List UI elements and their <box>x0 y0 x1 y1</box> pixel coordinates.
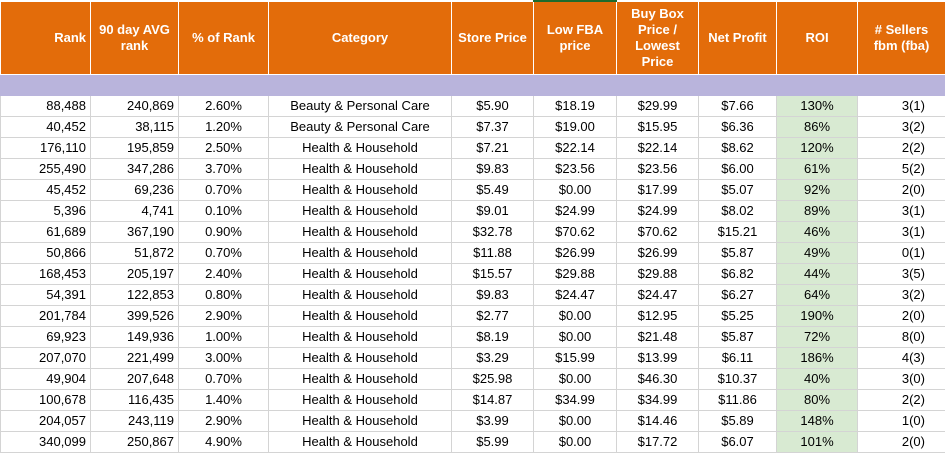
store-price-cell[interactable]: $5.49 <box>452 179 534 200</box>
sellers-cell[interactable]: 2(2) <box>858 389 945 410</box>
category-cell[interactable]: Health & Household <box>269 431 452 452</box>
table-row <box>1 368 945 389</box>
store-price-cell[interactable]: $3.99 <box>452 410 534 431</box>
rank-cell[interactable]: 100,678 <box>1 389 91 410</box>
store-price-cell[interactable]: $9.83 <box>452 158 534 179</box>
buy-box-price-cell[interactable]: $29.88 <box>617 263 699 284</box>
avg-rank-cell[interactable]: 240,869 <box>91 95 179 116</box>
band-cell <box>179 74 269 95</box>
sellers-cell[interactable]: 2(2) <box>858 137 945 158</box>
band-cell <box>452 74 534 95</box>
rank-cell[interactable]: 50,866 <box>1 242 91 263</box>
low-fba-price-cell[interactable]: $15.99 <box>534 347 617 368</box>
low-fba-price-cell[interactable]: $29.88 <box>534 263 617 284</box>
low-fba-price-cell[interactable]: $18.19 <box>534 95 617 116</box>
sellers-cell[interactable]: 2(0) <box>858 179 945 200</box>
rank-cell[interactable]: 5,396 <box>1 200 91 221</box>
avg-rank-cell[interactable]: 38,115 <box>91 116 179 137</box>
roi-cell[interactable]: 190% <box>777 305 858 326</box>
rank-cell[interactable]: 45,452 <box>1 179 91 200</box>
net-profit-cell[interactable]: $6.27 <box>699 284 777 305</box>
category-cell[interactable]: Health & Household <box>269 158 452 179</box>
buy-box-price-cell[interactable]: $34.99 <box>617 389 699 410</box>
roi-cell[interactable]: 61% <box>777 158 858 179</box>
percent-rank-cell[interactable]: 3.70% <box>179 158 269 179</box>
table-row <box>1 410 945 431</box>
avg-rank-cell[interactable]: 207,648 <box>91 368 179 389</box>
sellers-cell[interactable]: 8(0) <box>858 326 945 347</box>
net-profit-cell[interactable]: $6.00 <box>699 158 777 179</box>
buy-box-price-cell[interactable]: $13.99 <box>617 347 699 368</box>
category-cell[interactable]: Health & Household <box>269 347 452 368</box>
avg-rank-cell[interactable]: 367,190 <box>91 221 179 242</box>
table-row <box>1 137 945 158</box>
table-row <box>1 242 945 263</box>
percent-rank-cell[interactable]: 1.40% <box>179 389 269 410</box>
roi-cell[interactable]: 86% <box>777 116 858 137</box>
category-cell[interactable]: Health & Household <box>269 284 452 305</box>
category-cell[interactable]: Health & Household <box>269 389 452 410</box>
rank-cell[interactable]: 204,057 <box>1 410 91 431</box>
sellers-cell[interactable]: 3(0) <box>858 368 945 389</box>
low-fba-price-cell[interactable]: $0.00 <box>534 410 617 431</box>
low-fba-price-cell[interactable]: $23.56 <box>534 158 617 179</box>
rank-cell[interactable]: 88,488 <box>1 95 91 116</box>
rank-cell[interactable]: 40,452 <box>1 116 91 137</box>
store-price-cell[interactable]: $7.37 <box>452 116 534 137</box>
sellers-cell[interactable]: 3(1) <box>858 221 945 242</box>
low-fba-price-cell[interactable]: $26.99 <box>534 242 617 263</box>
store-price-cell[interactable]: $9.01 <box>452 200 534 221</box>
buy-box-price-cell[interactable]: $17.99 <box>617 179 699 200</box>
rank-cell[interactable]: 168,453 <box>1 263 91 284</box>
sellers-cell[interactable]: 2(0) <box>858 305 945 326</box>
roi-cell[interactable]: 89% <box>777 200 858 221</box>
net-profit-cell[interactable]: $8.02 <box>699 200 777 221</box>
net-profit-cell[interactable]: $6.82 <box>699 263 777 284</box>
sellers-cell[interactable]: 3(1) <box>858 200 945 221</box>
low-fba-price-cell[interactable]: $22.14 <box>534 137 617 158</box>
roi-cell[interactable]: 72% <box>777 326 858 347</box>
header-sellers[interactable]: # Sellers fbm (fba) <box>858 1 945 74</box>
roi-cell[interactable]: 44% <box>777 263 858 284</box>
header-store-price[interactable]: Store Price <box>452 1 534 74</box>
store-price-cell[interactable]: $14.87 <box>452 389 534 410</box>
category-cell[interactable]: Health & Household <box>269 242 452 263</box>
buy-box-price-cell[interactable]: $46.30 <box>617 368 699 389</box>
sellers-cell[interactable]: 4(3) <box>858 347 945 368</box>
header-90-day-avg-rank[interactable]: 90 day AVG rank <box>91 1 179 74</box>
avg-rank-cell[interactable]: 4,741 <box>91 200 179 221</box>
band-cell <box>269 74 452 95</box>
percent-rank-cell[interactable]: 2.90% <box>179 410 269 431</box>
roi-cell[interactable]: 80% <box>777 389 858 410</box>
net-profit-cell[interactable]: $6.07 <box>699 431 777 452</box>
category-cell[interactable]: Health & Household <box>269 305 452 326</box>
category-cell[interactable]: Health & Household <box>269 200 452 221</box>
sellers-cell[interactable]: 3(5) <box>858 263 945 284</box>
band-cell <box>699 74 777 95</box>
category-cell[interactable]: Health & Household <box>269 137 452 158</box>
percent-rank-cell[interactable]: 0.70% <box>179 368 269 389</box>
header-row <box>1 1 945 74</box>
header-low-fba-price[interactable]: Low FBA price <box>534 1 617 74</box>
net-profit-cell[interactable]: $7.66 <box>699 95 777 116</box>
buy-box-price-cell[interactable]: $14.46 <box>617 410 699 431</box>
roi-cell[interactable]: 120% <box>777 137 858 158</box>
sellers-cell[interactable]: 3(2) <box>858 116 945 137</box>
band-cell <box>91 74 179 95</box>
store-price-cell[interactable]: $2.77 <box>452 305 534 326</box>
net-profit-cell[interactable]: $6.11 <box>699 347 777 368</box>
percent-rank-cell[interactable]: 0.80% <box>179 284 269 305</box>
roi-cell[interactable]: 130% <box>777 95 858 116</box>
header-roi[interactable]: ROI <box>777 1 858 74</box>
avg-rank-cell[interactable]: 149,936 <box>91 326 179 347</box>
net-profit-cell[interactable]: $10.37 <box>699 368 777 389</box>
low-fba-price-cell[interactable]: $70.62 <box>534 221 617 242</box>
store-price-cell[interactable]: $11.88 <box>452 242 534 263</box>
table-row <box>1 389 945 410</box>
store-price-cell[interactable]: $8.19 <box>452 326 534 347</box>
table-row <box>1 158 945 179</box>
buy-box-price-cell[interactable]: $24.47 <box>617 284 699 305</box>
roi-cell[interactable]: 186% <box>777 347 858 368</box>
sellers-cell[interactable]: 3(2) <box>858 284 945 305</box>
avg-rank-cell[interactable]: 250,867 <box>91 431 179 452</box>
avg-rank-cell[interactable]: 205,197 <box>91 263 179 284</box>
store-price-cell[interactable]: $25.98 <box>452 368 534 389</box>
buy-box-price-cell[interactable]: $12.95 <box>617 305 699 326</box>
avg-rank-cell[interactable]: 69,236 <box>91 179 179 200</box>
band-cell <box>1 74 91 95</box>
header-rank[interactable]: Rank <box>1 1 91 74</box>
category-cell[interactable]: Health & Household <box>269 179 452 200</box>
header-net-profit[interactable]: Net Profit <box>699 1 777 74</box>
percent-rank-cell[interactable]: 1.00% <box>179 326 269 347</box>
rank-cell[interactable]: 61,689 <box>1 221 91 242</box>
buy-box-price-cell[interactable]: $22.14 <box>617 137 699 158</box>
net-profit-cell[interactable]: $15.21 <box>699 221 777 242</box>
table-row <box>1 263 945 284</box>
sellers-cell[interactable]: 1(0) <box>858 410 945 431</box>
rank-cell[interactable]: 201,784 <box>1 305 91 326</box>
rank-cell[interactable]: 340,099 <box>1 431 91 452</box>
buy-box-price-cell[interactable]: $21.48 <box>617 326 699 347</box>
table-row <box>1 326 945 347</box>
net-profit-cell[interactable]: $11.86 <box>699 389 777 410</box>
buy-box-price-cell[interactable]: $24.99 <box>617 200 699 221</box>
category-cell[interactable]: Health & Household <box>269 410 452 431</box>
band-cell <box>617 74 699 95</box>
category-cell[interactable]: Beauty & Personal Care <box>269 116 452 137</box>
low-fba-price-cell[interactable]: $0.00 <box>534 326 617 347</box>
table-row <box>1 116 945 137</box>
low-fba-price-cell[interactable]: $0.00 <box>534 368 617 389</box>
percent-rank-cell[interactable]: 2.40% <box>179 263 269 284</box>
percent-rank-cell[interactable]: 2.60% <box>179 95 269 116</box>
avg-rank-cell[interactable]: 122,853 <box>91 284 179 305</box>
avg-rank-cell[interactable]: 399,526 <box>91 305 179 326</box>
low-fba-price-cell[interactable]: $0.00 <box>534 431 617 452</box>
percent-rank-cell[interactable]: 2.50% <box>179 137 269 158</box>
net-profit-cell[interactable]: $6.36 <box>699 116 777 137</box>
rank-cell[interactable]: 49,904 <box>1 368 91 389</box>
header-category[interactable]: Category <box>269 1 452 74</box>
category-cell[interactable]: Health & Household <box>269 263 452 284</box>
store-price-cell[interactable]: $5.99 <box>452 431 534 452</box>
table-row <box>1 95 945 116</box>
buy-box-price-cell[interactable]: $23.56 <box>617 158 699 179</box>
low-fba-price-cell[interactable]: $24.99 <box>534 200 617 221</box>
table-row <box>1 221 945 242</box>
net-profit-cell[interactable]: $5.07 <box>699 179 777 200</box>
percent-rank-cell[interactable]: 1.20% <box>179 116 269 137</box>
roi-cell[interactable]: 40% <box>777 368 858 389</box>
store-price-cell[interactable]: $15.57 <box>452 263 534 284</box>
avg-rank-cell[interactable]: 243,119 <box>91 410 179 431</box>
avg-rank-cell[interactable]: 116,435 <box>91 389 179 410</box>
store-price-cell[interactable]: $3.29 <box>452 347 534 368</box>
rank-cell[interactable]: 255,490 <box>1 158 91 179</box>
buy-box-price-cell[interactable]: $15.95 <box>617 116 699 137</box>
category-cell[interactable]: Health & Household <box>269 326 452 347</box>
net-profit-cell[interactable]: $5.89 <box>699 410 777 431</box>
store-price-cell[interactable]: $7.21 <box>452 137 534 158</box>
percent-rank-cell[interactable]: 0.70% <box>179 242 269 263</box>
roi-cell[interactable]: 64% <box>777 284 858 305</box>
table-row <box>1 431 945 452</box>
percent-rank-cell[interactable]: 0.90% <box>179 221 269 242</box>
table-row <box>1 200 945 221</box>
category-cell[interactable]: Health & Household <box>269 368 452 389</box>
percent-rank-cell[interactable]: 3.00% <box>179 347 269 368</box>
percent-rank-cell[interactable]: 0.10% <box>179 200 269 221</box>
table-row <box>1 305 945 326</box>
table-row <box>1 347 945 368</box>
rank-cell[interactable]: 54,391 <box>1 284 91 305</box>
low-fba-price-cell[interactable]: $24.47 <box>534 284 617 305</box>
category-cell[interactable]: Beauty & Personal Care <box>269 95 452 116</box>
header-buy-box-price[interactable]: Buy Box Price / Lowest Price <box>617 1 699 74</box>
store-price-cell[interactable]: $32.78 <box>452 221 534 242</box>
rank-cell[interactable]: 176,110 <box>1 137 91 158</box>
rank-cell[interactable]: 207,070 <box>1 347 91 368</box>
avg-rank-cell[interactable]: 347,286 <box>91 158 179 179</box>
net-profit-cell[interactable]: $5.87 <box>699 326 777 347</box>
rank-cell[interactable]: 69,923 <box>1 326 91 347</box>
buy-box-price-cell[interactable]: $29.99 <box>617 95 699 116</box>
header-percent-of-rank[interactable]: % of Rank <box>179 1 269 74</box>
low-fba-price-cell[interactable]: $0.00 <box>534 305 617 326</box>
band-cell <box>534 74 617 95</box>
sheet-body <box>1 74 945 452</box>
net-profit-cell[interactable]: $5.25 <box>699 305 777 326</box>
band-cell <box>777 74 858 95</box>
net-profit-cell[interactable]: $5.87 <box>699 242 777 263</box>
percent-rank-cell[interactable]: 4.90% <box>179 431 269 452</box>
buy-box-price-cell[interactable]: $17.72 <box>617 431 699 452</box>
low-fba-price-cell[interactable]: $34.99 <box>534 389 617 410</box>
low-fba-price-cell[interactable]: $19.00 <box>534 116 617 137</box>
roi-cell[interactable]: 46% <box>777 221 858 242</box>
avg-rank-cell[interactable]: 221,499 <box>91 347 179 368</box>
roi-cell[interactable]: 92% <box>777 179 858 200</box>
store-price-cell[interactable]: $5.90 <box>452 95 534 116</box>
roi-cell[interactable]: 148% <box>777 410 858 431</box>
buy-box-price-cell[interactable]: $26.99 <box>617 242 699 263</box>
category-cell[interactable]: Health & Household <box>269 221 452 242</box>
avg-rank-cell[interactable]: 195,859 <box>91 137 179 158</box>
table-row <box>1 179 945 200</box>
roi-cell[interactable]: 101% <box>777 431 858 452</box>
low-fba-price-cell[interactable]: $0.00 <box>534 179 617 200</box>
roi-cell[interactable]: 49% <box>777 242 858 263</box>
sellers-cell[interactable]: 5(2) <box>858 158 945 179</box>
percent-rank-cell[interactable]: 0.70% <box>179 179 269 200</box>
percent-rank-cell[interactable]: 2.90% <box>179 305 269 326</box>
avg-rank-cell[interactable]: 51,872 <box>91 242 179 263</box>
net-profit-cell[interactable]: $8.62 <box>699 137 777 158</box>
store-price-cell[interactable]: $9.83 <box>452 284 534 305</box>
separator-band-row <box>1 74 945 95</box>
sellers-cell[interactable]: 2(0) <box>858 431 945 452</box>
band-cell <box>858 74 945 95</box>
sellers-cell[interactable]: 3(1) <box>858 95 945 116</box>
sellers-cell[interactable]: 0(1) <box>858 242 945 263</box>
table-row <box>1 284 945 305</box>
buy-box-price-cell[interactable]: $70.62 <box>617 221 699 242</box>
